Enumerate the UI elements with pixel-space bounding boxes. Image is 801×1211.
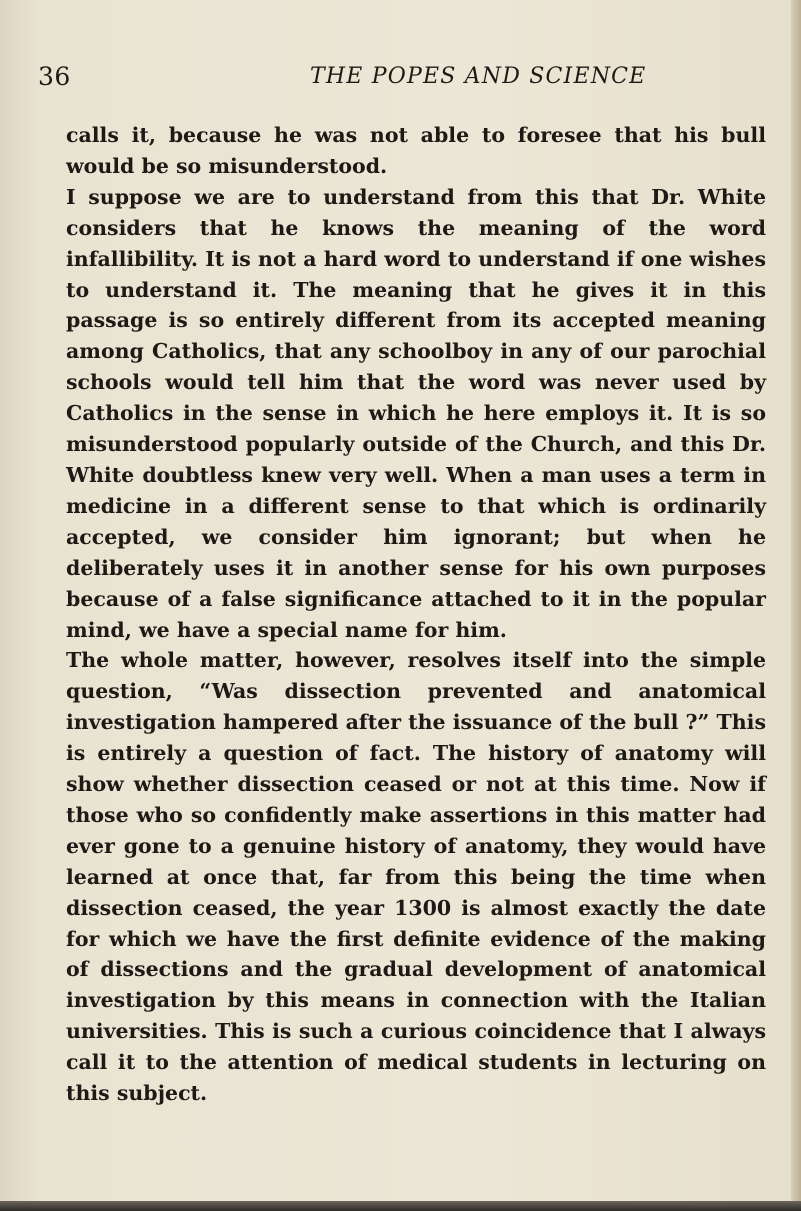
page-bottom-edge — [0, 1201, 801, 1211]
paragraph-1: calls it, because he was not able to foresee that his bull would be so misunderstood. — [66, 123, 766, 178]
page-number: 36 — [38, 62, 71, 91]
page-edge — [791, 0, 801, 1211]
paragraph-3: The whole matter, however, resolves itself into the simple question, “Was dissection prevented and anatomical investigation hampered after the issuance of the bull ?” This is entirely a question of fact. The history of anatomy will show whether dissection ceased or not at this time. Now if those who so confidently make assertions in this matter had ever gone to a genuine history of anatomy, they would have learned at once that, far from this being the time when dissection ceased, the year 1300 is almost exactly the date for which we have the first definite evidence of the making of dissections and the gradual development of anatomical investigation by this means in connection with the Italian universities. This is such a curious coincidence that I always call it to the attention of medical students in lecturing on this subject. — [66, 648, 766, 1106]
body-text — [66, 120, 766, 1109]
paragraph-2: I suppose we are to understand from this that Dr. White considers that he knows the meaning of the word infallibility. It is not a hard word to understand if one wishes to understand it. The meaning that he gives it in this passage is so entirely different from its accepted meaning among Catholics, that any schoolboy in any of our parochial schools would tell him that the word was never used by Catholics in the sense in which he here employs it. It is so misunderstood popularly outside of the Church, and this Dr. White doubtless knew very well. When a man uses a term in medicine in a different sense to that which is ordinarily accepted, we consider him ignorant; but when he deliberately uses it in another sense for his own purposes because of a false significance attached to it in the popular mind, we have a special name for him. — [66, 184, 766, 642]
running-title: THE POPES AND SCIENCE — [310, 64, 647, 89]
page-header — [38, 62, 761, 92]
